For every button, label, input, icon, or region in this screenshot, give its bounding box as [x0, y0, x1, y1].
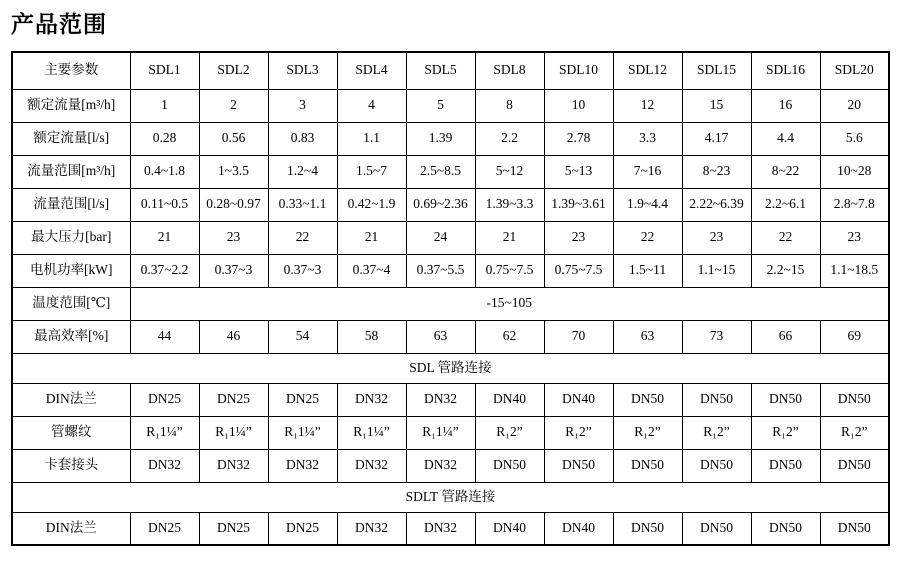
value-cell: DN50 [751, 383, 820, 416]
value-cell: DN25 [130, 383, 199, 416]
value-cell: 0.42~1.9 [337, 188, 406, 221]
row-label-cell: 卡套接头 [12, 449, 130, 482]
value-cell: DN50 [613, 449, 682, 482]
value-cell: 66 [751, 320, 820, 353]
value-cell: R₁1¼” [337, 416, 406, 449]
value-cell: 4.4 [751, 122, 820, 155]
value-cell: R₁2” [544, 416, 613, 449]
section-row [12, 353, 889, 383]
value-cell: 2.5~8.5 [406, 155, 475, 188]
value-cell: 1.39~3.3 [475, 188, 544, 221]
value-cell: 20 [820, 89, 889, 122]
value-cell: R₁1¼” [406, 416, 475, 449]
value-cell: 5 [406, 89, 475, 122]
value-cell: DN25 [199, 383, 268, 416]
value-cell: 16 [751, 89, 820, 122]
value-cell: R₁2” [751, 416, 820, 449]
value-cell: 1 [130, 89, 199, 122]
row-label-cell: 管螺纹 [12, 416, 130, 449]
corner-header-cell: 主要参数 [12, 52, 130, 89]
value-cell: DN40 [475, 512, 544, 545]
value-cell: DN40 [475, 383, 544, 416]
value-cell: 0.69~2.36 [406, 188, 475, 221]
span-value-cell: -15~105 [130, 287, 889, 320]
value-cell: 2.22~6.39 [682, 188, 751, 221]
value-cell: 69 [820, 320, 889, 353]
value-cell: 44 [130, 320, 199, 353]
table-header-row [12, 52, 889, 89]
value-cell: DN50 [682, 383, 751, 416]
value-cell: R₁1¼” [199, 416, 268, 449]
value-cell: 0.75~7.5 [544, 254, 613, 287]
row-label-cell: DIN法兰 [12, 383, 130, 416]
value-cell: 8 [475, 89, 544, 122]
value-cell: 24 [406, 221, 475, 254]
value-cell: 22 [613, 221, 682, 254]
value-cell: 0.11~0.5 [130, 188, 199, 221]
value-cell: DN40 [544, 512, 613, 545]
value-cell: 4 [337, 89, 406, 122]
value-cell: 0.37~2.2 [130, 254, 199, 287]
value-cell: 12 [613, 89, 682, 122]
value-cell: 15 [682, 89, 751, 122]
value-cell: 1.2~4 [268, 155, 337, 188]
value-cell: 0.56 [199, 122, 268, 155]
value-cell: 1.5~11 [613, 254, 682, 287]
table-row [12, 287, 889, 320]
value-cell: DN25 [268, 512, 337, 545]
value-cell: 1~3.5 [199, 155, 268, 188]
value-cell: 2.2~6.1 [751, 188, 820, 221]
value-cell: DN50 [544, 449, 613, 482]
section-header-cell: SDLT 管路连接 [12, 482, 889, 512]
table-row [12, 416, 889, 449]
value-cell: 2.8~7.8 [820, 188, 889, 221]
table-row [12, 512, 889, 545]
value-cell: DN32 [268, 449, 337, 482]
value-cell: R₁2” [820, 416, 889, 449]
row-label-cell: 温度范围[℃] [12, 287, 130, 320]
value-cell: 22 [751, 221, 820, 254]
model-header-cell: SDL2 [199, 52, 268, 89]
value-cell: DN25 [268, 383, 337, 416]
value-cell: R₁2” [475, 416, 544, 449]
value-cell: 5~13 [544, 155, 613, 188]
value-cell: DN50 [820, 449, 889, 482]
section-header-cell: SDL 管路连接 [12, 353, 889, 383]
value-cell: DN50 [682, 449, 751, 482]
value-cell: 1.9~4.4 [613, 188, 682, 221]
value-cell: R₁1¼” [130, 416, 199, 449]
value-cell: DN32 [406, 512, 475, 545]
value-cell: 2.2 [475, 122, 544, 155]
section-row [12, 482, 889, 512]
value-cell: 0.37~5.5 [406, 254, 475, 287]
value-cell: 58 [337, 320, 406, 353]
value-cell: 2.2~15 [751, 254, 820, 287]
value-cell: DN50 [475, 449, 544, 482]
value-cell: 21 [337, 221, 406, 254]
value-cell: 73 [682, 320, 751, 353]
value-cell: 1.39~3.61 [544, 188, 613, 221]
value-cell: 70 [544, 320, 613, 353]
value-cell: DN50 [820, 383, 889, 416]
value-cell: 10 [544, 89, 613, 122]
value-cell: 1.5~7 [337, 155, 406, 188]
model-header-cell: SDL10 [544, 52, 613, 89]
value-cell: 3.3 [613, 122, 682, 155]
value-cell: DN32 [337, 383, 406, 416]
value-cell: 21 [130, 221, 199, 254]
model-header-cell: SDL16 [751, 52, 820, 89]
value-cell: R₁2” [613, 416, 682, 449]
value-cell: DN32 [130, 449, 199, 482]
value-cell: 0.4~1.8 [130, 155, 199, 188]
value-cell: DN32 [199, 449, 268, 482]
value-cell: DN50 [751, 449, 820, 482]
table-row [12, 449, 889, 482]
value-cell: 0.75~7.5 [475, 254, 544, 287]
value-cell: 5~12 [475, 155, 544, 188]
value-cell: 0.37~3 [268, 254, 337, 287]
value-cell: 63 [406, 320, 475, 353]
value-cell: R₁2” [682, 416, 751, 449]
model-header-cell: SDL5 [406, 52, 475, 89]
value-cell: 1.1~18.5 [820, 254, 889, 287]
value-cell: DN50 [613, 383, 682, 416]
value-cell: 23 [544, 221, 613, 254]
table-row [12, 89, 889, 122]
value-cell: R₁1¼” [268, 416, 337, 449]
model-header-cell: SDL20 [820, 52, 889, 89]
value-cell: 63 [613, 320, 682, 353]
value-cell: 0.28 [130, 122, 199, 155]
product-range-table [11, 51, 890, 546]
value-cell: 0.83 [268, 122, 337, 155]
model-header-cell: SDL4 [337, 52, 406, 89]
page-title: 产品范围 [11, 12, 107, 38]
row-label-cell: 电机功率[kW] [12, 254, 130, 287]
value-cell: 10~28 [820, 155, 889, 188]
row-label-cell: 最高效率[%] [12, 320, 130, 353]
row-label-cell: 最大压力[bar] [12, 221, 130, 254]
table-row [12, 320, 889, 353]
model-header-cell: SDL15 [682, 52, 751, 89]
value-cell: DN50 [820, 512, 889, 545]
value-cell: DN50 [613, 512, 682, 545]
row-label-cell: 额定流量[m³/h] [12, 89, 130, 122]
value-cell: 0.33~1.1 [268, 188, 337, 221]
value-cell: 7~16 [613, 155, 682, 188]
value-cell: 23 [820, 221, 889, 254]
table-row [12, 122, 889, 155]
value-cell: DN25 [130, 512, 199, 545]
table-row [12, 383, 889, 416]
value-cell: 0.28~0.97 [199, 188, 268, 221]
value-cell: 0.37~3 [199, 254, 268, 287]
model-header-cell: SDL1 [130, 52, 199, 89]
value-cell: DN25 [199, 512, 268, 545]
value-cell: 62 [475, 320, 544, 353]
model-header-cell: SDL12 [613, 52, 682, 89]
value-cell: 4.17 [682, 122, 751, 155]
value-cell: DN50 [682, 512, 751, 545]
row-label-cell: DIN法兰 [12, 512, 130, 545]
value-cell: 0.37~4 [337, 254, 406, 287]
row-label-cell: 流量范围[m³/h] [12, 155, 130, 188]
value-cell: 21 [475, 221, 544, 254]
value-cell: 2 [199, 89, 268, 122]
value-cell: 23 [682, 221, 751, 254]
value-cell: 8~22 [751, 155, 820, 188]
value-cell: 3 [268, 89, 337, 122]
value-cell: DN32 [337, 512, 406, 545]
table-row [12, 221, 889, 254]
value-cell: DN50 [751, 512, 820, 545]
table-row [12, 254, 889, 287]
row-label-cell: 额定流量[l/s] [12, 122, 130, 155]
value-cell: 54 [268, 320, 337, 353]
value-cell: DN32 [406, 383, 475, 416]
value-cell: 22 [268, 221, 337, 254]
value-cell: DN32 [406, 449, 475, 482]
value-cell: DN40 [544, 383, 613, 416]
row-label-cell: 流量范围[l/s] [12, 188, 130, 221]
value-cell: 23 [199, 221, 268, 254]
value-cell: 1.1~15 [682, 254, 751, 287]
value-cell: 1.39 [406, 122, 475, 155]
value-cell: 5.6 [820, 122, 889, 155]
table-row [12, 188, 889, 221]
table-row [12, 155, 889, 188]
value-cell: 8~23 [682, 155, 751, 188]
value-cell: DN32 [337, 449, 406, 482]
value-cell: 46 [199, 320, 268, 353]
value-cell: 1.1 [337, 122, 406, 155]
model-header-cell: SDL8 [475, 52, 544, 89]
model-header-cell: SDL3 [268, 52, 337, 89]
value-cell: 2.78 [544, 122, 613, 155]
